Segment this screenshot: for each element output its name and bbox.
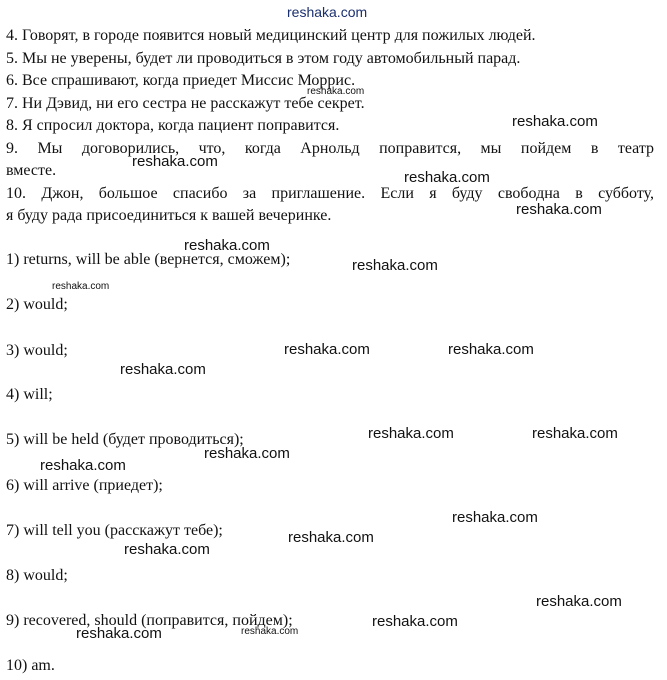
watermark: reshaka.com bbox=[184, 237, 270, 254]
answer-9: 9) recovered, should (поправится, пойдем); bbox=[6, 612, 293, 629]
watermark: reshaka.com bbox=[120, 361, 206, 378]
answer-4: 4) will; bbox=[6, 386, 53, 403]
answer-10: 10) am. bbox=[6, 657, 55, 674]
sentence-9-continued: вместе. bbox=[6, 162, 57, 179]
sentence-7: 7. Ни Дэвид, ни его сестра не расскажут тебе секрет. bbox=[6, 95, 365, 112]
answer-3: 3) would; bbox=[6, 342, 68, 359]
answer-5: 5) will be held (будет проводиться); bbox=[6, 431, 244, 448]
watermark: reshaka.com bbox=[368, 425, 454, 442]
watermark: reshaka.com bbox=[372, 613, 458, 630]
answer-7: 7) will tell you (расскажут тебе); bbox=[6, 522, 223, 539]
watermark: reshaka.com bbox=[132, 153, 218, 170]
watermark: reshaka.com bbox=[241, 626, 299, 637]
answer-1: 1) returns, will be able (вернется, сможем); bbox=[6, 251, 291, 268]
sentence-6: 6. Все спрашивают, когда приедет Миссис Моррис. bbox=[6, 72, 356, 89]
sentence-10: 10. Джон, большое спасибо за приглашение. Если я буду свободна в субботу, bbox=[6, 185, 654, 202]
answer-6: 6) will arrive (приедет); bbox=[6, 477, 163, 494]
watermark: reshaka.com bbox=[452, 509, 538, 526]
sentence-5: 5. Мы не уверены, будет ли проводиться в этом году автомобильный парад. bbox=[6, 50, 521, 67]
watermark: reshaka.com bbox=[204, 445, 290, 462]
watermark: reshaka.com bbox=[532, 425, 618, 442]
watermark: reshaka.com bbox=[516, 201, 602, 218]
sentence-10-continued: я буду рада присоединиться к вашей вечеринке. bbox=[6, 207, 332, 224]
watermark: reshaka.com bbox=[448, 341, 534, 358]
sentence-4: 4. Говорят, в городе появится новый медицинский центр для пожилых людей. bbox=[6, 27, 536, 44]
watermark: reshaka.com bbox=[76, 625, 162, 642]
watermark: reshaka.com bbox=[40, 457, 126, 474]
watermark: reshaka.com bbox=[307, 86, 365, 97]
watermark: reshaka.com bbox=[404, 169, 490, 186]
sentence-9: 9. Мы договорились, что, когда Арнольд поправится, мы пойдем в театр bbox=[6, 140, 654, 157]
watermark: reshaka.com bbox=[352, 257, 438, 274]
sentence-8: 8. Я спросил доктора, когда пациент поправится. bbox=[6, 117, 340, 134]
watermark: reshaka.com bbox=[52, 281, 110, 292]
watermark: reshaka.com bbox=[536, 593, 622, 610]
watermark: reshaka.com bbox=[288, 529, 374, 546]
watermark-top: reshaka.com bbox=[287, 4, 368, 20]
watermark: reshaka.com bbox=[284, 341, 370, 358]
watermark: reshaka.com bbox=[124, 541, 210, 558]
answer-2: 2) would; bbox=[6, 296, 68, 313]
watermark: reshaka.com bbox=[512, 113, 598, 130]
answer-8: 8) would; bbox=[6, 567, 68, 584]
